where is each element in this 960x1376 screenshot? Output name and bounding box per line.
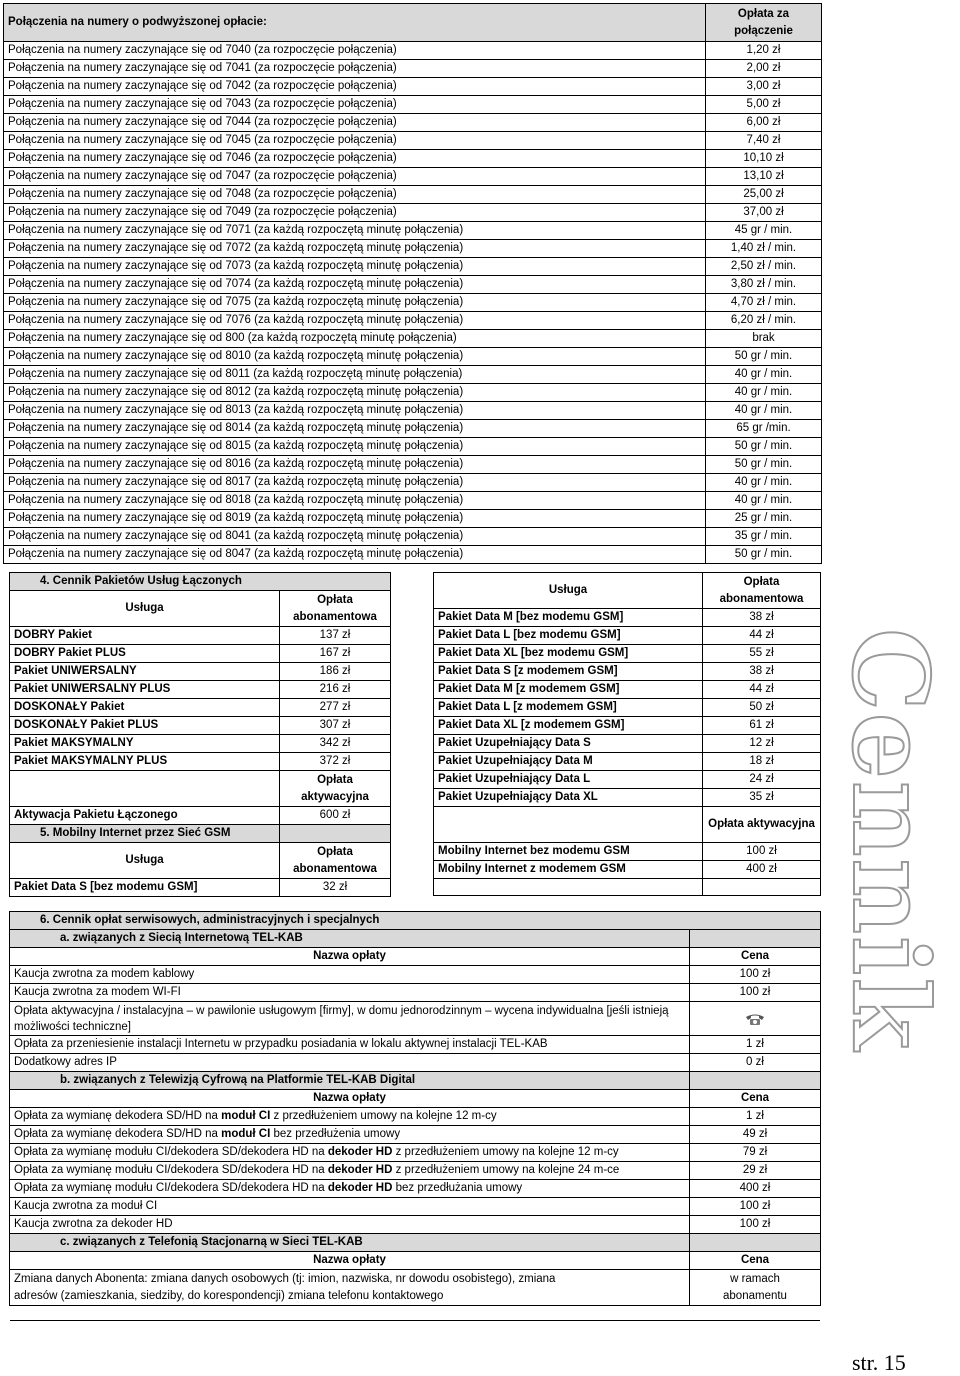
- fees-a-title: a. związanych z Siecią Internetową TEL-KAB: [10, 930, 690, 948]
- premium-row-price: 45 gr / min.: [706, 222, 822, 240]
- table-row: [4, 456, 822, 474]
- table-row: [4, 294, 822, 312]
- fee-name: Opłata za wymianę dekodera SD/HD na moduł CI z przedłużeniem umowy na kolejne 12 m-cy: [10, 1108, 690, 1126]
- fee-price: 100 zł: [690, 1216, 821, 1234]
- premium-row-label: Połączenia na numery zaczynające się od 7043 (za rozpoczęcie połączenia): [4, 96, 706, 114]
- fees-a-title-fill: [690, 930, 821, 948]
- fee-bold-term: moduł CI: [221, 1128, 271, 1140]
- table-row: [10, 1054, 821, 1072]
- fee-bold-term: moduł CI: [221, 1110, 271, 1122]
- table-row: [4, 186, 822, 204]
- data-package-price: 38 zł: [703, 609, 821, 627]
- data-package-price: 44 zł: [703, 681, 821, 699]
- packages-fee-header: Opłata abonamentowa: [280, 591, 391, 627]
- table-row: [10, 825, 391, 843]
- table-row: [434, 663, 821, 681]
- package-price: 307 zł: [280, 717, 391, 735]
- table-row: [10, 1180, 821, 1198]
- package-name: DOSKONAŁY Pakiet PLUS: [10, 717, 280, 735]
- premium-row-price: 40 gr / min.: [706, 366, 822, 384]
- data-package-price: 44 zł: [703, 627, 821, 645]
- data-fee-header: Opłata abonamentowa: [703, 573, 821, 609]
- data-activation-price: 400 zł: [703, 861, 821, 879]
- table-row: [4, 330, 822, 348]
- fees-name-header: Nazwa opłaty: [10, 1090, 690, 1108]
- premium-row-label: Połączenia na numery zaczynające się od 7044 (za rozpoczęcie połączenia): [4, 114, 706, 132]
- table-row: [434, 645, 821, 663]
- table-row: [10, 1036, 821, 1054]
- premium-row-price: 50 gr / min.: [706, 438, 822, 456]
- premium-row-price: 50 gr / min.: [706, 348, 822, 366]
- premium-row-price: 25 gr / min.: [706, 510, 822, 528]
- fee-price: 0 zł: [690, 1054, 821, 1072]
- premium-row-price: 10,10 zł: [706, 150, 822, 168]
- table-row: [10, 948, 821, 966]
- table-row: [10, 1144, 821, 1162]
- table-row: [4, 168, 822, 186]
- spacer-cell: [703, 879, 821, 896]
- fee-name: Opłata aktywacyjna / instalacyjna – w pawilonie usługowym [firmy], w domu jednorodzinnym – wycena indywidualna [jeśli istnieją możliwości techniczne]: [10, 1002, 690, 1036]
- table-row: [10, 1270, 821, 1306]
- data-package-name: Pakiet Uzupełniający Data L: [434, 771, 703, 789]
- packages-section-title: 4. Cennik Pakietów Usług Łączonych: [10, 573, 391, 591]
- fees-b-title-fill: [690, 1072, 821, 1090]
- premium-row-label: Połączenia na numery zaczynające się od 7071 (za każdą rozpoczętą minutę połączenia): [4, 222, 706, 240]
- table-row: [434, 861, 821, 879]
- premium-row-label: Połączenia na numery zaczynające się od 8019 (za każdą rozpoczętą minutę połączenia): [4, 510, 706, 528]
- premium-row-price: 50 gr / min.: [706, 546, 822, 564]
- table-row: [10, 771, 391, 807]
- fee-price: 29 zł: [690, 1162, 821, 1180]
- fee-name: Opłata za wymianę modułu CI/dekodera SD/dekodera HD na dekoder HD bez przedłużania umowy: [10, 1180, 690, 1198]
- table-row: [434, 807, 821, 843]
- premium-row-price: 4,70 zł / min.: [706, 294, 822, 312]
- premium-row-label: Połączenia na numery zaczynające się od 8013 (za każdą rozpoczętą minutę połączenia): [4, 402, 706, 420]
- package-price: 167 zł: [280, 645, 391, 663]
- table-row: [10, 717, 391, 735]
- data-package-name: Pakiet Uzupełniający Data XL: [434, 789, 703, 807]
- fee-price: 400 zł: [690, 1180, 821, 1198]
- fee-name: Zmiana danych Abonenta: zmiana danych osobowych (tj: imion, nazwiska, nr dowodu osobistego), zmiana adresów (zamieszkania, siedziby, do korespondencji) zmiana telefonu kontaktowego: [10, 1270, 690, 1306]
- table-row: [10, 1126, 821, 1144]
- fee-name: Kaucja zwrotna za moduł CI: [10, 1198, 690, 1216]
- fee-name: Opłata za wymianę modułu CI/dekodera SD/dekodera HD na dekoder HD z przedłużeniem umowy na kolejne 12 m-cy: [10, 1144, 690, 1162]
- premium-row-price: 6,00 zł: [706, 114, 822, 132]
- premium-row-price: 40 gr / min.: [706, 492, 822, 510]
- premium-row-price: 40 gr / min.: [706, 474, 822, 492]
- fee-price: 79 zł: [690, 1144, 821, 1162]
- fees-price-header: Cena: [690, 948, 821, 966]
- table-row: [10, 627, 391, 645]
- data-package-name: Pakiet Data M [z modemem GSM]: [434, 681, 703, 699]
- spacer-cell: [434, 879, 703, 896]
- premium-row-label: Połączenia na numery zaczynające się od 8018 (za każdą rozpoczętą minutę połączenia): [4, 492, 706, 510]
- package-price: 372 zł: [280, 753, 391, 771]
- table-row: [10, 699, 391, 717]
- activation-label: Aktywacja Pakietu Łączonego: [10, 807, 280, 825]
- premium-row-label: Połączenia na numery zaczynające się od 7074 (za każdą rozpoczętą minutę połączenia): [4, 276, 706, 294]
- table-row: [4, 528, 822, 546]
- fee-name: Opłata za wymianę modułu CI/dekodera SD/dekodera HD na dekoder HD z przedłużeniem umowy na kolejne 24 m-ce: [10, 1162, 690, 1180]
- table-row: [4, 132, 822, 150]
- table-row: [4, 240, 822, 258]
- premium-row-label: Połączenia na numery zaczynające się od 7076 (za każdą rozpoczętą minutę połączenia): [4, 312, 706, 330]
- data-package-price: 18 zł: [703, 753, 821, 771]
- table-row: [434, 609, 821, 627]
- table-row: [4, 204, 822, 222]
- package-price: 137 zł: [280, 627, 391, 645]
- premium-row-label: Połączenia na numery zaczynające się od 8016 (za każdą rozpoczętą minutę połączenia): [4, 456, 706, 474]
- fee-price: 1 zł: [690, 1036, 821, 1054]
- premium-row-label: Połączenia na numery zaczynające się od 8017 (za każdą rozpoczętą minutę połączenia): [4, 474, 706, 492]
- table-row: [434, 681, 821, 699]
- page-number: str. 15: [852, 1350, 906, 1375]
- table-row: [10, 1108, 821, 1126]
- fee-price: 100 zł: [690, 966, 821, 984]
- table-row: [434, 735, 821, 753]
- premium-row-label: Połączenia na numery zaczynające się od 8047 (za każdą rozpoczętą minutę połączenia): [4, 546, 706, 564]
- data-packages-table: [433, 572, 821, 896]
- data-package-name: Pakiet Uzupełniający Data S: [434, 735, 703, 753]
- table-row: [4, 222, 822, 240]
- data-package-name: Pakiet Data XL [bez modemu GSM]: [434, 645, 703, 663]
- table-row: [10, 681, 391, 699]
- premium-row-label: Połączenia na numery zaczynające się od 8014 (za każdą rozpoczętą minutę połączenia): [4, 420, 706, 438]
- fees-price-header: Cena: [690, 1252, 821, 1270]
- watermark: Cennik: [829, 628, 952, 1052]
- table-row: [10, 735, 391, 753]
- table-row: [10, 843, 391, 879]
- fee-name: Kaucja zwrotna za dekoder HD: [10, 1216, 690, 1234]
- package-price: 186 zł: [280, 663, 391, 681]
- data-package-price: 38 zł: [703, 663, 821, 681]
- table-row: [434, 843, 821, 861]
- table-row: [434, 753, 821, 771]
- package-price: 277 zł: [280, 699, 391, 717]
- premium-row-label: Połączenia na numery zaczynające się od 7041 (za rozpoczęcie połączenia): [4, 60, 706, 78]
- table-row: [434, 879, 821, 896]
- premium-row-label: Połączenia na numery zaczynające się od 7047 (za rozpoczęcie połączenia): [4, 168, 706, 186]
- data-activation-name: Mobilny Internet bez modemu GSM: [434, 843, 703, 861]
- table-row: [10, 1090, 821, 1108]
- fees-price-header: Cena: [690, 1090, 821, 1108]
- data-package-name: Pakiet Data L [z modemem GSM]: [434, 699, 703, 717]
- premium-row-price: 7,40 zł: [706, 132, 822, 150]
- data-package-price: 61 zł: [703, 717, 821, 735]
- fee-name: Kaucja zwrotna za modem kablowy: [10, 966, 690, 984]
- table-row: [434, 627, 821, 645]
- table-row: [434, 789, 821, 807]
- packages-service-header: Usługa: [10, 591, 280, 627]
- table-row: [4, 150, 822, 168]
- premium-row-price: 3,80 zł / min.: [706, 276, 822, 294]
- fees-c-title: c. związanych z Telefonią Stacjonarną w Sieci TEL-KAB: [10, 1234, 690, 1252]
- fee-price: 1 zł: [690, 1108, 821, 1126]
- premium-numbers-table: [3, 3, 822, 564]
- data-package-price: 12 zł: [703, 735, 821, 753]
- spacer-cell: [434, 807, 703, 843]
- packages-table: [9, 572, 391, 897]
- premium-row-label: Połączenia na numery zaczynające się od 800 (za każdą rozpoczętą minutę połączenia): [4, 330, 706, 348]
- premium-row-price: 6,20 zł / min.: [706, 312, 822, 330]
- fees-section-title: 6. Cennik opłat serwisowych, administracyjnych i specjalnych: [10, 912, 821, 930]
- table-row: [4, 114, 822, 132]
- mobile-fee-header: Opłata abonamentowa: [280, 843, 391, 879]
- table-row: [4, 420, 822, 438]
- table-row: [4, 312, 822, 330]
- fee-price: 100 zł: [690, 984, 821, 1002]
- premium-row-price: 40 gr / min.: [706, 384, 822, 402]
- table-row: [4, 60, 822, 78]
- data-package-name: Pakiet Data S [z modemem GSM]: [434, 663, 703, 681]
- premium-row-label: Połączenia na numery zaczynające się od 7042 (za rozpoczęcie połączenia): [4, 78, 706, 96]
- table-row: [10, 645, 391, 663]
- premium-row-price: 3,00 zł: [706, 78, 822, 96]
- mobile-service-header: Usługa: [10, 843, 280, 879]
- data-package-price: 24 zł: [703, 771, 821, 789]
- premium-row-label: Połączenia na numery zaczynające się od 7075 (za każdą rozpoczętą minutę połączenia): [4, 294, 706, 312]
- fee-price: 49 zł: [690, 1126, 821, 1144]
- premium-row-label: Połączenia na numery zaczynające się od 7045 (za rozpoczęcie połączenia): [4, 132, 706, 150]
- mobile-package-name: Pakiet Data S [bez modemu GSM]: [10, 879, 280, 897]
- package-name: Pakiet MAKSYMALNY: [10, 735, 280, 753]
- package-name: DOSKONAŁY Pakiet: [10, 699, 280, 717]
- premium-row-price: 25,00 zł: [706, 186, 822, 204]
- table-row: [10, 807, 391, 825]
- data-activation-name: Mobilny Internet z modemem GSM: [434, 861, 703, 879]
- premium-row-label: Połączenia na numery zaczynające się od 8041 (za każdą rozpoczętą minutę połączenia): [4, 528, 706, 546]
- table-row: [4, 492, 822, 510]
- table-row: [4, 384, 822, 402]
- table-row: [434, 699, 821, 717]
- package-price: 216 zł: [280, 681, 391, 699]
- premium-row-price: 1,40 zł / min.: [706, 240, 822, 258]
- premium-row-price: 37,00 zł: [706, 204, 822, 222]
- table-row: [4, 42, 822, 60]
- premium-row-price: 2,50 zł / min.: [706, 258, 822, 276]
- data-service-header: Usługa: [434, 573, 703, 609]
- table-row: [10, 1234, 821, 1252]
- fee-name: Dodatkowy adres IP: [10, 1054, 690, 1072]
- fee-bold-term: dekoder HD: [327, 1164, 393, 1176]
- fee-name: Kaucja zwrotna za modem WI-FI: [10, 984, 690, 1002]
- fee-bold-term: dekoder HD: [327, 1182, 393, 1194]
- table-row: [10, 1252, 821, 1270]
- service-fees-table: [9, 911, 821, 1306]
- data-package-price: 55 zł: [703, 645, 821, 663]
- fee-name: Opłata za wymianę dekodera SD/HD na moduł CI bez przedłużenia umowy: [10, 1126, 690, 1144]
- table-row: [434, 717, 821, 735]
- premium-row-label: Połączenia na numery zaczynające się od 7048 (za rozpoczęcie połączenia): [4, 186, 706, 204]
- premium-row-label: Połączenia na numery zaczynające się od 8010 (za każdą rozpoczętą minutę połączenia): [4, 348, 706, 366]
- fees-name-header: Nazwa opłaty: [10, 1252, 690, 1270]
- premium-row-price: 2,00 zł: [706, 60, 822, 78]
- premium-row-price: 40 gr / min.: [706, 402, 822, 420]
- premium-row-label: Połączenia na numery zaczynające się od 7049 (za rozpoczęcie połączenia): [4, 204, 706, 222]
- data-package-name: Pakiet Data M [bez modemu GSM]: [434, 609, 703, 627]
- premium-fee-header: Opłata za połączenie: [706, 4, 822, 42]
- fee-price: [690, 1002, 821, 1036]
- data-package-name: Pakiet Uzupełniający Data M: [434, 753, 703, 771]
- table-row: [10, 879, 391, 897]
- premium-row-label: Połączenia na numery zaczynające się od 7040 (za rozpoczęcie połączenia): [4, 42, 706, 60]
- table-row: [4, 78, 822, 96]
- fee-price: 100 zł: [690, 1198, 821, 1216]
- table-row: [4, 96, 822, 114]
- premium-title: Połączenia na numery o podwyższonej opłacie:: [4, 4, 706, 42]
- fee-name: Opłata za przeniesienie instalacji Internetu w przypadku posiadania w lokalu aktywnej instalacji TEL-KAB: [10, 1036, 690, 1054]
- table-row: [4, 276, 822, 294]
- data-package-name: Pakiet Data L [bez modemu GSM]: [434, 627, 703, 645]
- premium-row-price: 35 gr / min.: [706, 528, 822, 546]
- footer-divider: [10, 1320, 820, 1321]
- table-row: [10, 930, 821, 948]
- package-name: DOBRY Pakiet: [10, 627, 280, 645]
- table-row: [4, 474, 822, 492]
- premium-row-price: 65 gr /min.: [706, 420, 822, 438]
- table-row: [4, 258, 822, 276]
- table-row: [4, 348, 822, 366]
- spacer-cell: [10, 771, 280, 807]
- premium-row-price: 13,10 zł: [706, 168, 822, 186]
- table-row: [10, 1162, 821, 1180]
- fee-bold-term: dekoder HD: [327, 1146, 393, 1158]
- package-name: Pakiet UNIWERSALNY: [10, 663, 280, 681]
- premium-row-price: 5,00 zł: [706, 96, 822, 114]
- premium-row-label: Połączenia na numery zaczynające się od 8011 (za każdą rozpoczętą minutę połączenia): [4, 366, 706, 384]
- table-row: [10, 1216, 821, 1234]
- mobile-section-title-fill: [280, 825, 391, 843]
- premium-row-price: brak: [706, 330, 822, 348]
- table-row: [10, 1198, 821, 1216]
- activation-header: Opłata aktywacyjna: [280, 771, 391, 807]
- table-row: [434, 771, 821, 789]
- table-row: [10, 984, 821, 1002]
- data-package-price: 50 zł: [703, 699, 821, 717]
- table-row: [4, 546, 822, 564]
- data-activation-price: 100 zł: [703, 843, 821, 861]
- premium-row-label: Połączenia na numery zaczynające się od 7072 (za każdą rozpoczętą minutę połączenia): [4, 240, 706, 258]
- mobile-section-title: 5. Mobilny Internet przez Sieć GSM: [10, 825, 280, 843]
- telephone-icon: [744, 1012, 766, 1026]
- data-package-name: Pakiet Data XL [z modemem GSM]: [434, 717, 703, 735]
- premium-row-label: Połączenia na numery zaczynające się od 7073 (za każdą rozpoczętą minutę połączenia): [4, 258, 706, 276]
- data-activation-header: Opłata aktywacyjna: [703, 807, 821, 843]
- package-name: Pakiet UNIWERSALNY PLUS: [10, 681, 280, 699]
- premium-row-label: Połączenia na numery zaczynające się od 7046 (za rozpoczęcie połączenia): [4, 150, 706, 168]
- table-row: [4, 366, 822, 384]
- table-row: [4, 402, 822, 420]
- table-row: [10, 1072, 821, 1090]
- table-row: [10, 1002, 821, 1036]
- table-row: [4, 510, 822, 528]
- fees-c-title-fill: [690, 1234, 821, 1252]
- mobile-package-price: 32 zł: [280, 879, 391, 897]
- premium-row-label: Połączenia na numery zaczynające się od 8015 (za każdą rozpoczętą minutę połączenia): [4, 438, 706, 456]
- data-package-price: 35 zł: [703, 789, 821, 807]
- package-price: 342 zł: [280, 735, 391, 753]
- package-name: DOBRY Pakiet PLUS: [10, 645, 280, 663]
- fees-name-header: Nazwa opłaty: [10, 948, 690, 966]
- table-row: [10, 663, 391, 681]
- table-row: [10, 753, 391, 771]
- table-row: [4, 438, 822, 456]
- fee-price: w ramach abonamentu: [690, 1270, 821, 1306]
- table-row: [10, 966, 821, 984]
- premium-row-label: Połączenia na numery zaczynające się od 8012 (za każdą rozpoczętą minutę połączenia): [4, 384, 706, 402]
- fees-b-title: b. związanych z Telewizją Cyfrową na Platformie TEL-KAB Digital: [10, 1072, 690, 1090]
- package-name: Pakiet MAKSYMALNY PLUS: [10, 753, 280, 771]
- premium-row-price: 1,20 zł: [706, 42, 822, 60]
- premium-row-price: 50 gr / min.: [706, 456, 822, 474]
- activation-price: 600 zł: [280, 807, 391, 825]
